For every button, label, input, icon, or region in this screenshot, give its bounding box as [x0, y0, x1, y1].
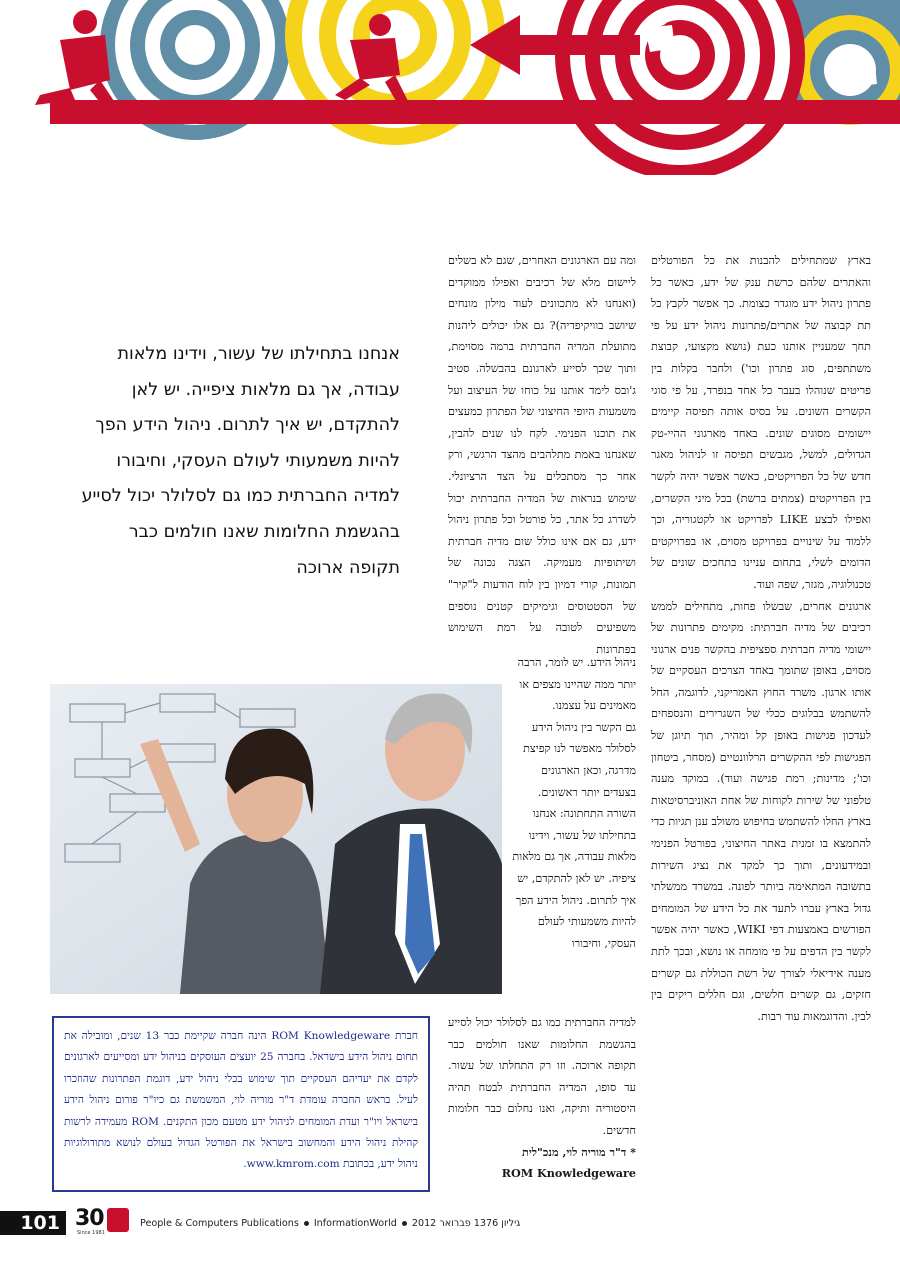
article-column-right [651, 250, 871, 1027]
magazine-name: InformationWorld [313, 1218, 397, 1229]
article-paragraph: גם הקשר בין ניהול הידע לסלולר מאפשר לנו קפיצת מדרגה, וכאן הארגונים בצעדים יותר ראשונים. [523, 720, 636, 799]
anniversary-logo [75, 1206, 135, 1240]
header-banner [0, 0, 900, 175]
article-paragraph: השורה התחתונה: אנחנו בתחילתו של עשור, וידינו מלאות עבודה, אך גם מלאות ציפיה. יש לאן להתקדם, יש איך לתרום. ניהול הידע הפך להיות משמעותי לעולם העסקי, וחיבורו [512, 807, 636, 950]
author-signature: * ד"ר מוריה לוי, מנכ"לית [522, 1144, 636, 1159]
red-stripe [50, 100, 900, 124]
article-paragraph: ומה עם הארגונים האחרים, שגם לא בשלים ליישום מלא של רכיבים ואפילו ממוקדים (ואנחנו לא מתכוונים לעוד מילון מונחים שיושב בוויקיפדיה)? גם אלו יכולים ליהנות מתועלת המדיה החברתית ברמה מסוימת, ותוך שכך לסייע לארגונם בהבשלה. סטיב ג'ובס לימד אותנו על כוחו של העיצוב ועל משמעות היופי החיצוני של הפתרון כמעצים את תוכנו הפנימי. לקח לנו שנים להבין, שאנחנו באמת מתלהבים מהצד הרגשי, ורק אחר כך מסתכלים על הצד הרציונלי. שימוש בנראות של המדיה החברתית יכול לשדרג כל אתר, כל פורטל וכל פתרון ניהול ידע, גם אם אינו כולל שום מדיה חברתית ושיתופיות מעמיקה. הצגה נכונה של תמונות, קורי דמיון בין לוח הודעות ל"קיר" של הסטטוסים וגימיקים קטנים נוספים משפיעים לטובה על רמת השימוש בפתרונות [448, 254, 636, 656]
logo-number: 30 [75, 1206, 104, 1231]
author-company: ROM Knowledgeware [501, 1166, 636, 1181]
publisher-logo-icon [107, 1208, 129, 1232]
separator-dot [402, 1221, 407, 1226]
footer-credits [140, 1218, 540, 1229]
page-footer [0, 1208, 900, 1248]
article-column-middle-bottom [448, 1012, 636, 1185]
article-column-middle-lower [510, 652, 636, 954]
publisher-name: People & Computers Publications [140, 1218, 299, 1229]
article-column-middle-upper [448, 250, 636, 660]
page-number: 101 [0, 1211, 66, 1235]
company-info-box: חברת ROM Knowledgeware הינה חברה שקיימת כבר 13 שנים, ומובילה את תחום ניהול הידע בישראל. בחברה 25 יועצים העוסקים בניהול ידע ומסייעים לארגונים לקדם את יעדיהם העסקיים תוך שימוש בכלי ניהול ידע, דוגמת הפתרונות שהוזכרו לעיל. בראש החברה עומדת ד"ר מוריה לוי, המשמשת גם כיו"ר פורום ניהול הידע בישראל ויו"ר ועדת המומחים לניהול ידע מטעם מכון התקנים. ROM מעמידה לרשות קהילת ניהול הידע והמחשוב בישראל את הפורטל הגדול בעולם לנושא מתודולוגיות ניהול ידע, בכתובת www.kmrom.com. [52, 1016, 430, 1192]
article-paragraph: ניהול הידע. יש לומר, הרבה יותר ממה שהיינו מצפים או מאמינים על עצמנו. [517, 656, 636, 713]
article-paragraph: ארגונים אחרים, שבשלו פחות, מתחילים לממש רכיבים של מדיה חברתית: מקימים פתרונות של יישומי מדיה חברתית ספציפית בהקשר פנים ארגוני מסוים, באופן שתומך באחד הצרכים העסקיים של אותו ארגון. משרד החוץ האמריקני, לדוגמה, החל להשתמש בבלוגים ככלי של השגרירים והנספחים לעדכון פגישות באופן קל ומהיר, תוך תיוגן של הפגישות לפי ההקשרים הרלוונטיים (מסחר, ביטחון וכו'; מדינות; רמת פגישה ועוד). במוקד מענה טלפוני של שירות לקוחות של אחת האוניברסיטאות בארץ החלו להשתמש בחיפוש משולב ענן תגיות כדי להתמצא בו זמנית באתר החיצוני, בפורטל הפנימי ובמידעונים, ותוך כך למקד את נציג השירות בתשובה המתאימה ביותר לפונה. במשרד ממשלתי גדול בארץ עברו לתעד את כל הידע של המומחים הפורשים באמצעות דפי WIKI, כאשר יהיה אפשר לקשר בין הדפים על פי מומחה או נושא, ובכך לתת מענה אידיאלי לצורך של רשת הכוללת גם קשרים חזקים, גם קשרים חלשים, וגם חללים ריקים בין לבין. והדוגמאות עוד רבות. [651, 599, 871, 1023]
article-paragraph: למדיה החברתית כמו גם לסלולר יכול לסייע בהגשמת החלומות שאנו חולמים כבר תקופה ארוכה. וזו רק התחלתו של עשור. עד סופו, המדיה החברתית לבטח תהיה היסטוריה ותיקה, ואנו נחלום כבר חלומות חדשים. [448, 1016, 636, 1137]
article-photo [50, 684, 502, 994]
logo-since: Since 1981 [77, 1230, 105, 1236]
article-paragraph: בארץ שמתחילים להבנות את כל הפורטלים והאתרים שלהם כרשת ענק של ידע, כאשר כל פתרון ניהול ידע מוגדר כצומת. כך אפשר לקבץ כל תת קבוצה של אתרים/פתרונות ניהול ידע על פי תחך שמעניין אותנו כעת (נושא מקצועי, קבוצת משתתפים, סוג פתרון וכו') ולחבר בקלות בין פריטים שנוהלו בעבר כל אחד בנפרד, על פי סוגי הקשרים השונים. על בסיס אותה תפיסה קיימים יישומים מסוגים שונים. באחד מארגוני ההיי-טק הגדולים, למשל, מגבשים תפיסה זו לניהול מאגר חדש של כל הפרויקטים, כאשר אפשר יהיה לקשר בין הפרויקטים (צמתים ברשת) בכל מיני הקשרים, ואפילו לבצע LIKE לפרויקט או לקטגוריה, וכך ללמוד על שינויים בפרויקט מסוים, או בפרויקטים הדומים לשלי, בתחום עניינו בתחכים שונים של טכנולוגיה, מגזר, שפה ועוד. [651, 254, 871, 591]
pull-quote: אנחנו בתחילתו של עשור, וידינו מלאות עבודה, אך גם מלאות ציפייה. יש לאן להתקדם, יש איך לתרום. ניהול הידע הפך להיות משמעותי לעולם העסקי, וחיבורו למדיה החברתית כמו גם לסלולר יכול לסייע בהגשמת החלומות שאנו חולמים כבר תקופה ארוכה [81, 344, 400, 578]
banner-artwork [0, 0, 900, 175]
separator-dot [304, 1221, 309, 1226]
photo-illustration [50, 684, 502, 994]
issue-info: גיליון 1376 פברואר 2012 [411, 1218, 521, 1229]
